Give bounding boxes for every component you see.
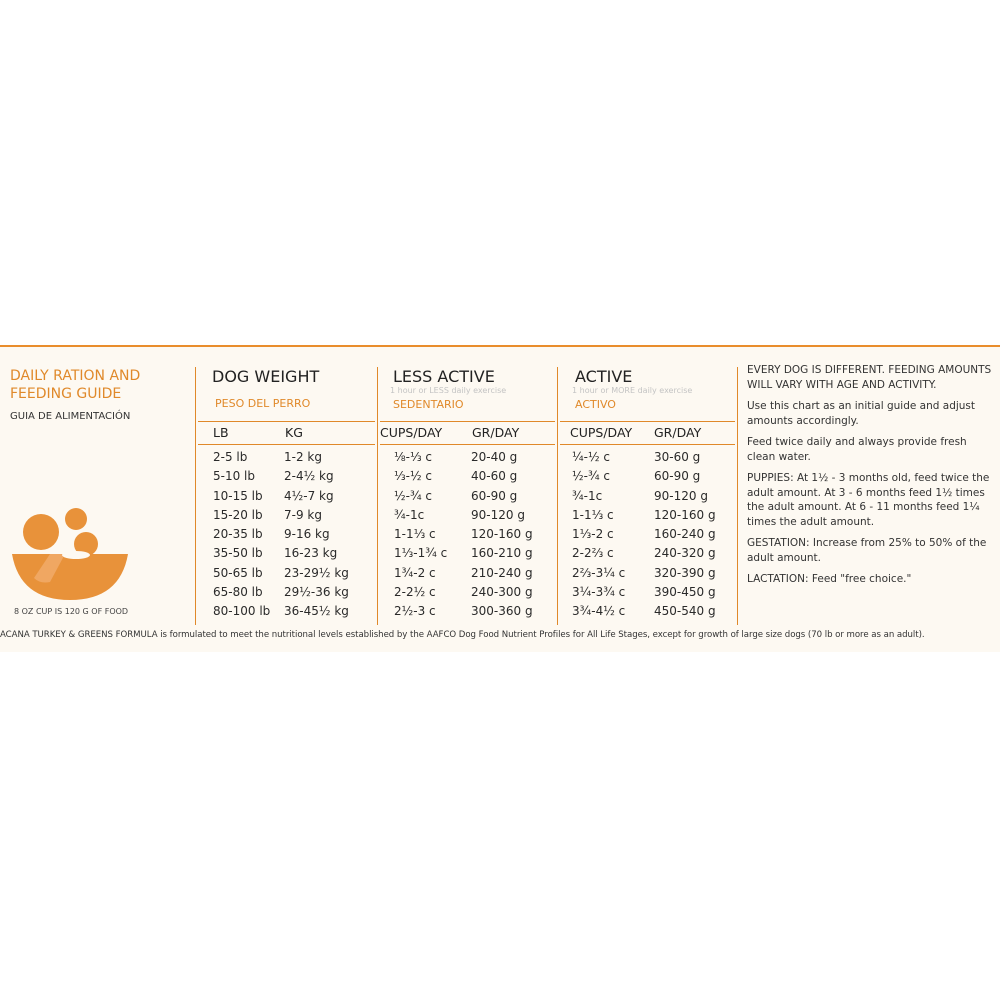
dog-weight-header-row — [198, 421, 375, 445]
feeding-table — [0, 448, 740, 622]
note-puppies: PUPPIES: At 1½ - 3 months old, feed twice the adult amount. At 3 - 6 months feed 1½ times the adult amount. At 6 - 11 months feed 1¼ times the adult amount. — [747, 472, 990, 528]
active-cups-cell: 1⅓-2 c — [572, 527, 614, 542]
less-grams-cell: 20-40 g — [471, 450, 518, 464]
less-grams-cell: 300-360 g — [471, 604, 533, 619]
lb-cell: 15-20 lb — [213, 507, 263, 522]
less-grams-cell: 60-90 g — [471, 488, 518, 503]
active-cups-cell: ¾-1c — [572, 488, 603, 503]
lb-cell: 65-80 lb — [213, 585, 263, 600]
note-feed-twice: Feed twice daily and always provide fresh clean water. — [747, 436, 967, 463]
less-cups-cell: 1-1⅓ c — [394, 527, 436, 542]
lb-cell: 80-100 lb — [213, 604, 271, 619]
active-title: ACTIVE — [575, 367, 633, 386]
kg-cell: 1-2 kg — [284, 450, 322, 464]
active-cups-cell: 2⅔-3¼ c — [572, 565, 626, 580]
lb-cell: 5-10 lb — [213, 469, 255, 484]
less-grams-cell: 240-300 g — [471, 585, 533, 600]
active-grams-cell: 60-90 g — [654, 469, 701, 484]
kg-cell: 2-4½ kg — [284, 469, 334, 484]
less-grams-cell: 40-60 g — [471, 469, 518, 484]
kg-cell: 29½-36 kg — [284, 585, 349, 600]
less-cups-header: CUPS/DAY — [380, 425, 443, 440]
table-row — [0, 448, 740, 467]
active-heading — [572, 367, 693, 411]
less-grams-cell: 210-240 g — [471, 565, 533, 580]
active-grams-cell: 390-450 g — [654, 585, 716, 600]
active-grams-header: GR/DAY — [654, 425, 702, 440]
active-header-row — [560, 421, 735, 445]
active-cups-cell: 3¾-4½ c — [572, 604, 626, 619]
kg-cell: 23-29½ kg — [284, 565, 349, 580]
active-grams-cell: 90-120 g — [654, 488, 708, 503]
active-grams-cell: 450-540 g — [654, 604, 716, 619]
table-row — [0, 506, 740, 525]
active-note: 1 hour or MORE daily exercise — [572, 386, 693, 395]
formula-statement: ACANA TURKEY & GREENS FORMULA is formulated to meet the nutritional levels established by the AAFCO Dog Food Nutrient Profiles for All Life Stages, except for growth of large size dogs (70 lb or more as an adult). — [0, 630, 925, 640]
note-lactation: LACTATION: Feed "free choice." — [747, 573, 912, 585]
lb-cell: 10-15 lb — [213, 488, 263, 503]
kg-header: KG — [285, 425, 303, 440]
active-cups-cell: ¼-½ c — [572, 450, 611, 464]
less-active-subtitle: SEDENTARIO — [393, 398, 464, 411]
less-cups-cell: 2½-3 c — [394, 604, 436, 619]
feeding-guide-label — [0, 345, 1000, 652]
less-active-header-row — [380, 421, 555, 445]
less-cups-cell: ¾-1c — [394, 507, 425, 522]
active-cups-cell: 3¼-3¾ c — [572, 585, 626, 600]
table-row — [0, 583, 740, 602]
kg-cell: 7-9 kg — [284, 507, 322, 522]
note-initial-guide: Use this chart as an initial guide and adjust amounts accordingly. — [747, 400, 976, 427]
lb-cell: 50-65 lb — [213, 565, 263, 580]
kg-cell: 4½-7 kg — [284, 488, 334, 503]
active-grams-cell: 30-60 g — [654, 450, 701, 464]
kg-cell: 9-16 kg — [284, 527, 330, 542]
lb-header: LB — [213, 425, 229, 440]
table-row — [0, 602, 740, 621]
cup-note: 8 OZ CUP IS 120 G OF FOOD — [14, 607, 129, 616]
less-cups-cell: ½-¾ c — [394, 488, 433, 503]
active-cups-cell: ½-¾ c — [572, 469, 611, 484]
table-row — [0, 544, 740, 563]
note-gestation: GESTATION: Increase from 25% to 50% of the adult amount. — [747, 537, 987, 564]
active-grams-cell: 120-160 g — [654, 507, 716, 522]
dog-weight-heading — [212, 367, 319, 410]
dog-weight-title: DOG WEIGHT — [212, 367, 320, 386]
less-cups-cell: 1¾-2 c — [394, 565, 436, 580]
active-subtitle: ACTIVO — [575, 398, 616, 411]
table-row — [0, 564, 740, 583]
less-grams-header: GR/DAY — [472, 425, 520, 440]
less-grams-cell: 160-210 g — [471, 546, 533, 561]
less-cups-cell: ⅛-⅓ c — [394, 450, 433, 464]
guide-subtitle: GUIA DE ALIMENTACIÓN — [10, 411, 131, 422]
table-row — [0, 467, 740, 486]
active-cups-header: CUPS/DAY — [570, 425, 633, 440]
note-every-dog: EVERY DOG IS DIFFERENT. FEEDING AMOUNTS WILL VARY WITH AGE AND ACTIVITY. — [747, 364, 992, 391]
active-grams-cell: 320-390 g — [654, 565, 716, 580]
table-row — [0, 525, 740, 544]
feeding-notes — [747, 363, 997, 594]
active-cups-cell: 1-1⅓ c — [572, 507, 614, 522]
kg-cell: 36-45½ kg — [284, 604, 349, 619]
active-grams-cell: 160-240 g — [654, 527, 716, 542]
less-active-title: LESS ACTIVE — [393, 367, 495, 386]
less-cups-cell: 1⅓-1¾ c — [394, 546, 448, 561]
active-cups-cell: 2-2⅔ c — [572, 546, 614, 561]
lb-cell: 20-35 lb — [213, 527, 263, 542]
less-grams-cell: 90-120 g — [471, 507, 525, 522]
less-active-note: 1 hour or LESS daily exercise — [390, 386, 507, 395]
less-grams-cell: 120-160 g — [471, 527, 533, 542]
less-active-heading — [390, 367, 507, 411]
kg-cell: 16-23 kg — [284, 546, 338, 561]
less-cups-cell: 2-2½ c — [394, 585, 436, 600]
lb-cell: 2-5 lb — [213, 450, 248, 464]
guide-title: DAILY RATION AND FEEDING GUIDE — [10, 368, 141, 402]
less-cups-cell: ⅓-½ c — [394, 469, 433, 484]
lb-cell: 35-50 lb — [213, 546, 263, 561]
active-grams-cell: 240-320 g — [654, 546, 716, 561]
table-row — [0, 487, 740, 506]
dog-weight-subtitle: PESO DEL PERRO — [215, 397, 311, 410]
